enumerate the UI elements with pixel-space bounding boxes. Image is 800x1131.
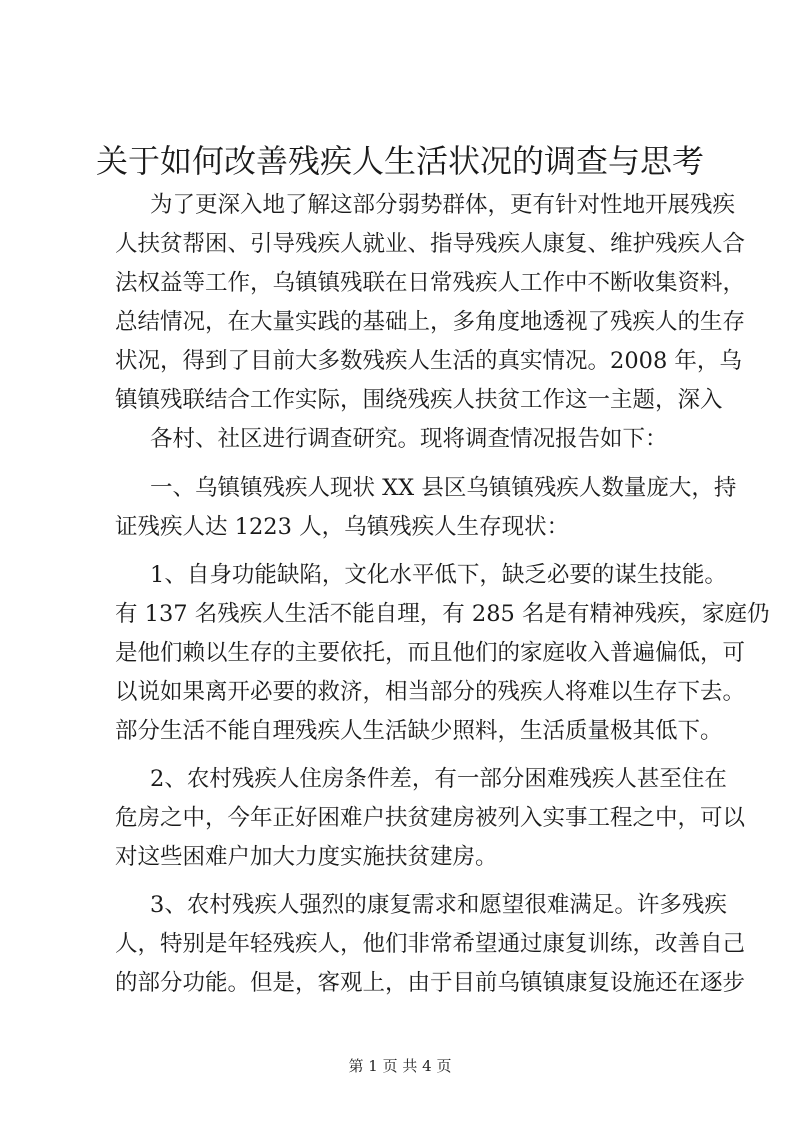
body-line: 一、乌镇镇残疾人现状 XX 县区乌镇镇残疾人数量庞大，持 — [150, 475, 737, 501]
body-line: 危房之中，今年正好困难户扶贫建房被列入实事工程之中，可以 — [115, 805, 746, 831]
body-line: 部分生活不能自理残疾人生活缺少照料，生活质量极其低下。 — [115, 718, 723, 744]
body-line: 总结情况，在大量实践的基础上，多角度地透视了残疾人的生存 — [115, 309, 746, 335]
document-title: 关于如何改善残疾人生活状况的调查与思考 — [95, 142, 704, 180]
body-line: 以说如果离开必要的救济，相当部分的残疾人将难以生存下去。 — [115, 679, 746, 705]
body-line: 状况，得到了目前大多数残疾人生活的真实情况。2008 年，乌 — [115, 348, 742, 374]
body-line: 1、自身功能缺陷，文化水平低下，缺乏必要的谋生技能。 — [150, 562, 727, 588]
body-line: 证残疾人达 1223 人，乌镇残疾人生存现状： — [115, 514, 570, 540]
body-line: 各村、社区进行调查研究。现将调查情况报告如下： — [150, 426, 668, 452]
body-line: 3、农村残疾人强烈的康复需求和愿望很难满足。许多残疾 — [150, 892, 727, 918]
page-number-footer: 第 1 页 共 4 页 — [348, 1057, 452, 1075]
body-line: 是他们赖以生存的主要依托，而且他们的家庭收入普遍偏低，可 — [115, 640, 746, 666]
body-line: 人扶贫帮困、引导残疾人就业、指导残疾人康复、维护残疾人合 — [115, 231, 746, 257]
body-line: 法权益等工作，乌镇镇残联在日常残疾人工作中不断收集资料， — [115, 270, 746, 296]
body-line: 2、农村残疾人住房条件差，有一部分困难残疾人甚至住在 — [150, 766, 727, 792]
body-line: 为了更深入地了解这部分弱势群体，更有针对性地开展残疾 — [150, 192, 736, 218]
body-line: 人，特别是年轻残疾人，他们非常希望通过康复训练，改善自己 — [115, 931, 746, 957]
body-line: 的部分功能。但是，客观上，由于目前乌镇镇康复设施还在逐步 — [115, 970, 746, 996]
body-line: 镇镇残联结合工作实际，围绕残疾人扶贫工作这一主题，深入 — [115, 387, 723, 413]
body-line: 有 137 名残疾人生活不能自理，有 285 名是有精神残疾，家庭仍 — [115, 601, 770, 627]
body-line: 对这些困难户加大力度实施扶贫建房。 — [115, 844, 498, 870]
